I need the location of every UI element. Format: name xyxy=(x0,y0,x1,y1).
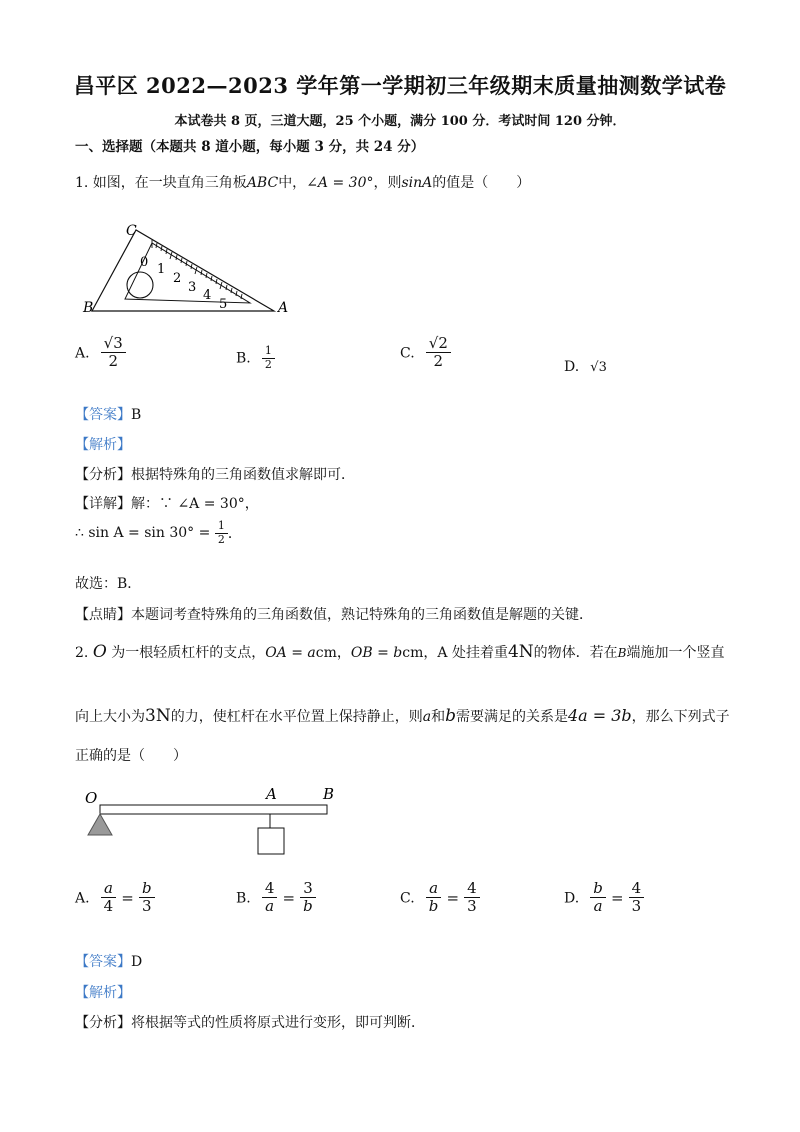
q1-label-c: C xyxy=(126,223,137,239)
q1-tick-label: 5 xyxy=(219,297,228,312)
section-heading: 一、选择题（本题共 8 道小题，每小题 3 分，共 24 分） xyxy=(75,139,425,155)
q2-option-b[interactable]: B. $\frac{4}{a}$ = $\frac{3}{b}$ xyxy=(236,880,316,916)
q1-tick-label: 4 xyxy=(203,288,212,303)
q1-label-b: B xyxy=(83,300,94,316)
q1-option-b[interactable]: B. $\frac{1}{2}$ xyxy=(236,345,275,371)
q1-derivation: ∴ sin A = sin 30° = $\frac{1}{2}$ ． xyxy=(75,519,242,546)
q2-label-o: O xyxy=(85,789,98,807)
q1-option-a[interactable]: A. $\frac{√3}{2}$ xyxy=(75,335,126,371)
q2-lever-figure xyxy=(80,783,340,863)
q2-label-a: A xyxy=(266,785,277,803)
q2-stem-line1: 2. O 为一根轻质杠杆的支点，OA = acm，OB = bcm，A 处挂着重4N的物体．若在B端施加一个竖直 xyxy=(75,642,725,662)
q1-dianjing: 【点睛】本题词考查特殊角的三角函数值，熟记特殊角的三角函数值是解题的关键． xyxy=(75,607,593,623)
q1-xiangjie: 【详解】解：∵ ∠A = 30°， xyxy=(75,496,259,512)
q2-option-c[interactable]: C. $\frac{a}{b}$ = $\frac{4}{3}$ xyxy=(400,880,480,916)
q2-option-d[interactable]: D. $\frac{b}{a}$ = $\frac{4}{3}$ xyxy=(564,880,644,916)
q1-choose: 故选：B． xyxy=(75,576,142,592)
q1-label-a: A xyxy=(278,300,289,316)
q1-answer: 【答案】B xyxy=(75,407,142,423)
q1-analysis-tag: 【解析】 xyxy=(75,437,131,453)
q2-analysis-tag: 【解析】 xyxy=(75,985,131,1001)
q2-stem-line2: 向上大小为3N的力，使杠杆在水平位置上保持静止，则a和b需要满足的关系是4a = 3b，那么下列式子 xyxy=(75,706,730,726)
q1-tick-label: 2 xyxy=(173,271,182,286)
q1-tick-label: 1 xyxy=(157,262,166,277)
q1-option-c[interactable]: C. $\frac{√2}{2}$ xyxy=(400,335,451,371)
exam-title: 昌平区 2022—2023 学年第一学期初三年级期末质量抽测数学试卷 xyxy=(73,73,727,98)
q1-tick-label: 3 xyxy=(188,280,197,295)
q2-label-b: B xyxy=(323,785,335,803)
q2-option-a[interactable]: A. $\frac{a}{4}$ = $\frac{b}{3}$ xyxy=(75,880,155,916)
q1-fenxi: 【分析】根据特殊角的三角函数值求解即可． xyxy=(75,467,355,483)
q2-stem-line3: 正确的是（ ） xyxy=(75,748,187,764)
exam-subtitle: 本试卷共 8 页，三道大题，25 个小题，满分 100 分．考试时间 120 分钟． xyxy=(174,114,626,129)
q1-stem: 1. 如图，在一块直角三角板ABC中，∠A = 30°，则sinA的值是（ ） xyxy=(75,175,531,191)
q1-tick-label: 0 xyxy=(140,255,149,270)
q2-fenxi: 【分析】将根据等式的性质将原式进行变形，即可判断． xyxy=(75,1015,425,1031)
q1-option-d[interactable]: D. √3 xyxy=(564,359,607,375)
q1-triangle-figure xyxy=(80,218,300,318)
q2-answer: 【答案】D xyxy=(75,954,143,970)
